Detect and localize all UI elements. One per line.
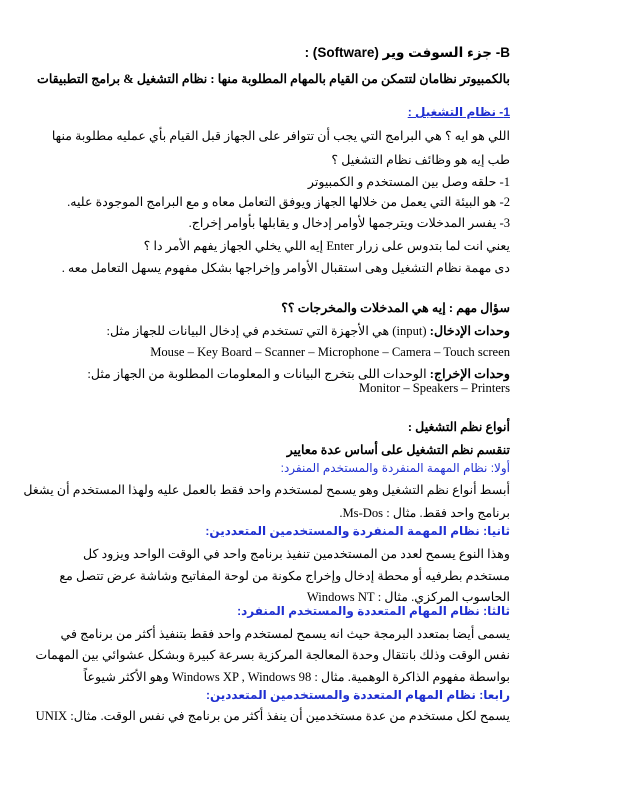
os-line-1: اللي هو ايه ؟ هي البرامج التي يجب أن تتوافر على الجهاز قبل القيام بأي عمليه مطلوبة منها [51,129,510,143]
type-3-title: ثالثا: نظام المهام المتعددة والمستخدم المنفرد: [237,604,510,618]
type-3-line-3: بواسطة مفهوم الذاكرة الوهمية. مثال : Windows XP , Windows 98 وهو الأكثر شيوعاً [83,670,510,684]
io-question: سؤال مهم : إيه هي المدخلات والمخرجات ؟؟ [281,301,510,315]
os-heading: 1- نظام التشغيل : [407,105,510,119]
output-devices: Monitor – Speakers – Printers [358,381,510,395]
section-b-title: B- جزء السوفت وير (Software) : [304,45,510,60]
type-1-line-1: أبسط أنواع نظم التشغيل وهو يسمح لمستخدم واحد فقط بالعمل عليه ولهذا المستخدم أن يشغل [23,483,510,497]
types-heading: أنواع نظم التشغيل : [407,420,510,434]
types-subheading: تنقسم نظم التشغيل على أساس عدة معايير [286,443,510,457]
type-1-line-2: برنامج واحد فقط. مثال : Ms-Dos. [339,506,510,520]
os-line-5: 3- يفسر المدخلات ويترجمها لأوامر إدخال و يقابلها بأوامر إخراج. [188,216,510,230]
output-label: وحدات الإخراج: [429,367,510,381]
type-2-line-3: الحاسوب المركزي. مثال : Windows NT [306,590,510,604]
type-2-title: ثانيا: نظام المهمة المنفردة والمستخدمين المتعددين: [205,524,510,538]
io-input-line [106,322,510,340]
type-2-line-1: وهذا النوع يسمح لعدد من المستخدمين تنفيذ برنامج واحد في الوقت الواحد ويزود كل [82,547,510,561]
output-text: الوحدات اللى بتخرج البيانات و المعلومات المطلوبة من الجهاز مثل: [87,367,427,381]
type-2-line-2: مستخدم بطرفيه أو محطة إدخال وإخراج مكونة من لوحة المفاتيح وشاشة عرض تتصل مع [59,569,510,583]
type-4-title: رابعا: نظام المهام المتعددة والمستخدمين المتعددين: [205,688,510,702]
type-4-line-1: يسمح لكل مستخدم من عدة مستخدمين أن ينفذ أكثر من برنامج في نفس الوقت. مثال: UNIX [35,709,510,723]
os-line-4: 2- هو البيئة التي يعمل من خلالها الجهاز ويوفق التعامل معاه و مع البرامج الموجودة عليه. [67,195,510,209]
input-label: وحدات الإدخال: [429,324,510,338]
os-line-6: يعني انت لما بتدوس على زرار Enter إيه اللي يخلي الجهاز يفهم الأمر دا ؟ [143,239,510,253]
os-line-7: دى مهمة نظام التشغيل وهى استقبال الأوامر وإخراجها بشكل مفهوم يسهل التعامل معه . [61,261,510,275]
os-line-3: 1- حلقه وصل بين المستخدم و الكمبيوتر [307,175,510,189]
os-line-2: طب إيه هو وظائف نظام التشغيل ؟ [331,153,510,167]
input-text: (input) هي الأجهزة التي تستخدم في إدخال البيانات للجهاز مثل: [106,324,427,338]
input-devices: Mouse – Key Board – Scanner – Microphone – Camera – Touch screen [150,345,510,359]
type-3-line-2: نفس الوقت وذلك بانتقال وحدة المعالجة المركزية بسرعة كبيرة وبشكل عشوائي بين المهمات [35,648,510,662]
type-3-line-1: يسمى أيضا بمتعدد البرمجة حيث انه يسمح لمستخدم واحد فقط بتنفيذ أكثر من برنامج في [60,627,510,641]
type-1-title: أولا: نظام المهمة المنفردة والمستخدم المنفرد: [280,461,510,475]
section-b-intro: بالكمبيوتر نظامان لتتمكن من القيام بالمهام المطلوبة منها : نظام التشغيل & برامج التطبيقات [36,72,510,86]
